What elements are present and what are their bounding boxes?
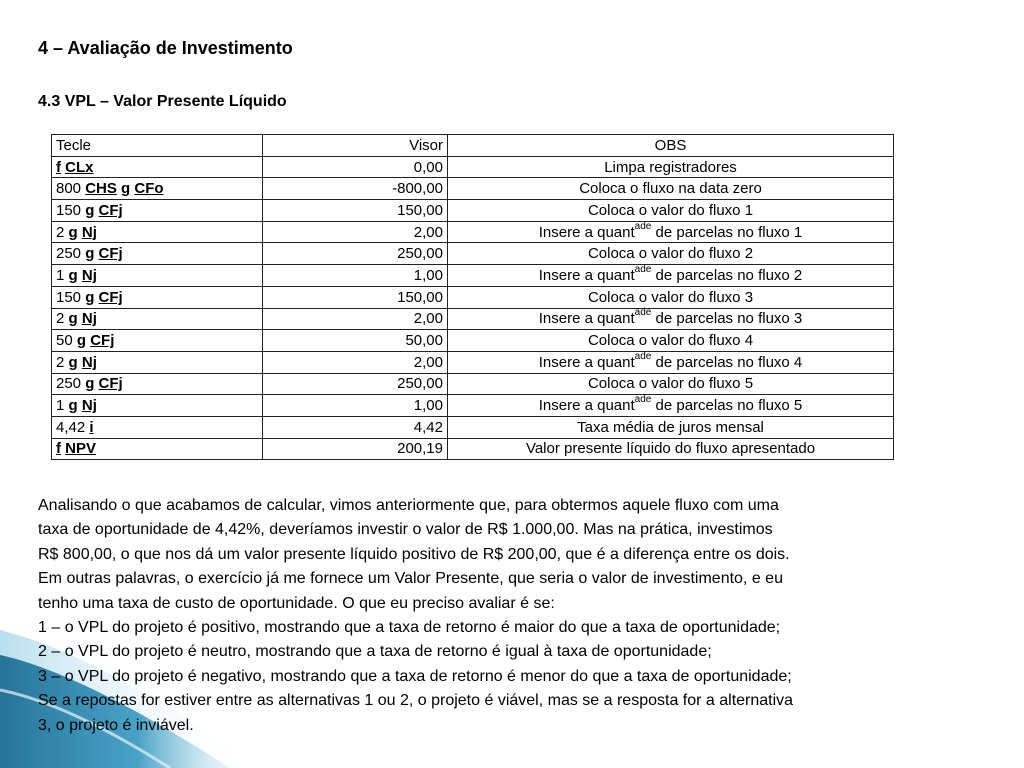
obs-superscript: ade: [634, 220, 652, 232]
column-header-tecle: Tecle: [52, 135, 263, 157]
cell-obs: [448, 351, 894, 373]
key-value: 1: [56, 397, 69, 415]
cell-visor: 200,19: [263, 438, 448, 460]
obs-text: Insere a quant: [538, 397, 635, 415]
table-row: [52, 373, 894, 395]
table-row: [52, 286, 894, 308]
table-row: [52, 243, 894, 265]
table-row: [52, 178, 894, 200]
cell-visor: 2,00: [263, 221, 448, 243]
key-label: CHS: [85, 180, 117, 198]
obs-text: Insere a quant: [538, 223, 635, 241]
cell-tecle: [52, 200, 263, 222]
table-row: [52, 156, 894, 178]
cell-visor: 250,00: [263, 373, 448, 395]
obs-text: Coloca o valor do fluxo 3: [587, 288, 754, 306]
cell-tecle: [52, 178, 263, 200]
key-value: 1: [56, 266, 69, 284]
key-label: g: [76, 332, 87, 350]
cell-visor: 250,00: [263, 243, 448, 265]
obs-superscript: ade: [634, 394, 652, 406]
column-header-obs: OBS: [448, 135, 894, 157]
table-row: [52, 308, 894, 330]
table-header-row: [52, 135, 894, 157]
obs-text-after: de parcelas no fluxo 5: [651, 397, 803, 415]
table-body: [52, 156, 894, 460]
obs-superscript: ade: [634, 350, 652, 362]
paragraph-line: Analisando o que acabamos de calcular, vimos anteriormente que, para obtermos aquele fluxo com uma: [38, 497, 779, 514]
obs-text: Coloca o valor do fluxo 2: [587, 245, 754, 263]
cell-obs: [448, 243, 894, 265]
cell-visor: 0,00: [263, 156, 448, 178]
calculator-steps-table: [51, 134, 894, 460]
obs-text: Coloca o valor do fluxo 1: [587, 201, 754, 219]
cell-obs: [448, 330, 894, 352]
obs-text: Insere a quant: [538, 266, 635, 284]
key-value: 250: [56, 375, 86, 393]
cell-visor: 50,00: [263, 330, 448, 352]
key-value: 4,42: [56, 418, 90, 436]
key-label: Nj: [81, 310, 97, 328]
obs-text: Insere a quant: [538, 353, 635, 371]
cell-tecle: [52, 416, 263, 438]
key-label: g: [85, 288, 95, 306]
table-row: [52, 330, 894, 352]
key-value: 2: [56, 310, 69, 328]
cell-tecle: [52, 156, 263, 178]
cell-visor: 150,00: [263, 200, 448, 222]
cell-tecle: [52, 221, 263, 243]
column-header-visor: Visor: [263, 135, 448, 157]
key-value: 800: [56, 180, 86, 198]
cell-obs: [448, 395, 894, 417]
cell-obs: [448, 438, 894, 460]
key-value: 50: [56, 332, 77, 350]
key-value: 250: [56, 245, 86, 263]
table-row: [52, 265, 894, 287]
paragraph-line: taxa de oportunidade de 4,42%, deveríamos investir o valor de R$ 1.000,00. Mas na prática, investimos: [38, 521, 773, 539]
obs-text: Insere a quant: [538, 310, 635, 328]
cell-obs: [448, 308, 894, 330]
obs-text: Taxa média de juros mensal: [577, 418, 764, 436]
key-label: i: [89, 418, 94, 436]
obs-text-after: de parcelas no fluxo 3: [651, 310, 803, 328]
paragraph-line: Se a repostas for estiver entre as alternativas 1 ou 2, o projeto é viável, mas se a resposta for a alternativa: [38, 692, 794, 710]
table-row: [52, 416, 894, 438]
key-value: 150: [56, 201, 86, 219]
table-row: [52, 200, 894, 222]
cell-visor: 2,00: [263, 308, 448, 330]
cell-tecle: [52, 286, 263, 308]
obs-text: Valor presente líquido do fluxo apresentado: [525, 440, 816, 458]
key-label: CFj: [90, 332, 115, 350]
table-row: [52, 221, 894, 243]
cell-tecle: [52, 438, 263, 460]
cell-tecle: [52, 330, 263, 352]
paragraph-line: 2 – o VPL do projeto é neutro, mostrando que a taxa de retorno é igual à taxa de oportunidade;: [38, 643, 712, 661]
cell-visor: 150,00: [263, 286, 448, 308]
key-label: f: [56, 158, 61, 176]
obs-superscript: ade: [634, 307, 652, 319]
paragraph-line: Em outras palavras, o exercício já me fornece um Valor Presente, que seria o valor de investimento, e eu: [38, 570, 783, 588]
obs-text-after: de parcelas no fluxo 4: [651, 353, 803, 371]
key-label: CFj: [98, 288, 123, 306]
key-label: CFj: [98, 201, 123, 219]
key-label: Nj: [81, 266, 97, 284]
cell-visor: 1,00: [263, 395, 448, 417]
table-row: [52, 438, 894, 460]
key-value: 2: [56, 353, 69, 371]
table-row: [52, 351, 894, 373]
cell-tecle: [52, 373, 263, 395]
key-value: 2: [56, 223, 69, 241]
paragraph-line: 1 – o VPL do projeto é positivo, mostrando que a taxa de retorno é maior do que a taxa de oportunidade;: [38, 619, 781, 637]
cell-visor: 1,00: [263, 265, 448, 287]
obs-text: Limpa registradores: [604, 158, 737, 176]
key-label: CFo: [134, 180, 164, 198]
key-label: Nj: [81, 397, 97, 415]
key-label: f: [56, 440, 61, 458]
key-label: g: [121, 180, 131, 198]
key-label: Nj: [81, 223, 97, 241]
obs-superscript: ade: [634, 263, 652, 275]
cell-tecle: [52, 351, 263, 373]
cell-visor: -800,00: [263, 178, 448, 200]
cell-tecle: [52, 308, 263, 330]
cell-visor: 4,42: [263, 416, 448, 438]
key-label: CFj: [98, 245, 123, 263]
key-label: g: [68, 223, 78, 241]
paragraph-line: 3, o projeto é inviável.: [38, 716, 194, 734]
cell-tecle: [52, 265, 263, 287]
key-value: 150: [56, 288, 86, 306]
subsection-heading: 4.3 VPL – Valor Presente Líquido: [38, 93, 287, 110]
cell-obs: [448, 156, 894, 178]
cell-obs: [448, 221, 894, 243]
section-heading: 4 – Avaliação de Investimento: [38, 38, 293, 58]
analysis-paragraph: [38, 494, 986, 738]
cell-visor: 2,00: [263, 351, 448, 373]
obs-text: Coloca o valor do fluxo 5: [587, 375, 754, 393]
cell-obs: [448, 373, 894, 395]
cell-obs: [448, 200, 894, 222]
cell-obs: [448, 286, 894, 308]
obs-text-after: de parcelas no fluxo 2: [651, 266, 803, 284]
cell-obs: [448, 178, 894, 200]
paragraph-line: 3 – o VPL do projeto é negativo, mostrando que a taxa de retorno é menor do que a taxa de oportunidade;: [38, 667, 792, 685]
key-label: g: [68, 397, 78, 415]
obs-text-after: de parcelas no fluxo 1: [651, 223, 803, 241]
key-label: CFj: [98, 375, 123, 393]
cell-tecle: [52, 395, 263, 417]
obs-text: Coloca o valor do fluxo 4: [587, 332, 754, 350]
paragraph-line: R$ 800,00, o que nos dá um valor presente líquido positivo de R$ 200,00, que é a diferença entre os dois.: [38, 545, 790, 563]
paragraph-line: tenho uma taxa de custo de oportunidade. O que eu preciso avaliar é se:: [38, 594, 555, 612]
cell-obs: [448, 416, 894, 438]
key-label: NPV: [65, 440, 97, 458]
key-label: g: [85, 245, 95, 263]
cell-obs: [448, 265, 894, 287]
key-label: CLx: [65, 158, 94, 176]
key-label: g: [68, 353, 78, 371]
cell-tecle: [52, 243, 263, 265]
table-row: [52, 395, 894, 417]
key-label: g: [85, 375, 95, 393]
key-label: Nj: [81, 353, 97, 371]
key-label: g: [68, 266, 78, 284]
key-label: g: [68, 310, 78, 328]
obs-text: Coloca o fluxo na data zero: [579, 180, 762, 198]
key-label: g: [85, 201, 95, 219]
